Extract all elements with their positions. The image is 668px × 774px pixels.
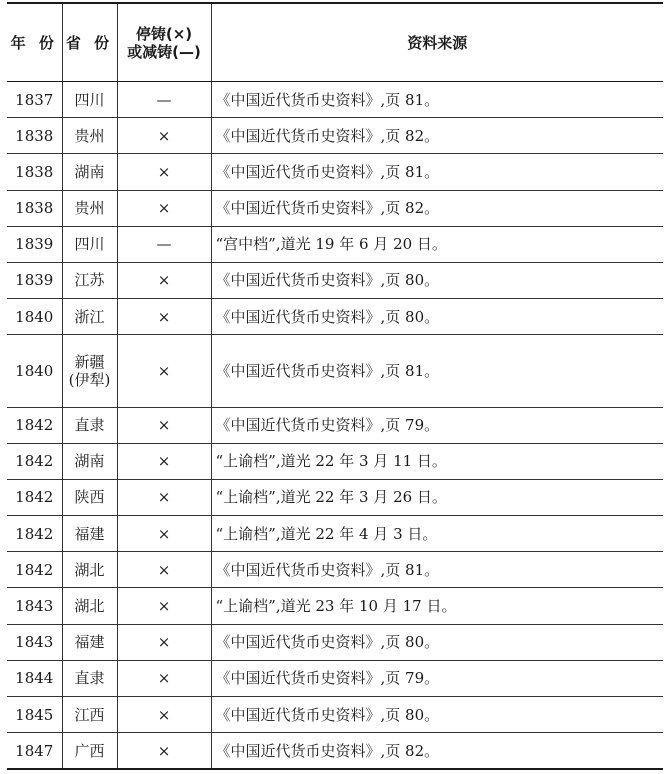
status-cell: × [117,660,211,696]
source-cell: 《中国近代货币史资料》,页 80。 [211,624,663,660]
status-cell: × [117,335,211,407]
province-cell: 湖北 [62,552,117,588]
table-row [7,443,663,479]
province-cell: 贵州 [62,190,117,226]
table-row [7,696,663,732]
year-cell: 1837 [7,82,62,118]
province-note: (伊犁) [68,370,111,389]
status-cell: × [117,624,211,660]
year-cell: 1838 [7,190,62,226]
source-cell: 《中国近代货币史资料》,页 81。 [211,552,663,588]
province-cell: 湖南 [62,443,117,479]
table-row [7,588,663,624]
province-name: 新疆 [74,352,105,371]
year-cell: 1843 [7,588,62,624]
table-row [7,479,663,515]
year-cell: 1839 [7,262,62,298]
table-row [7,660,663,696]
status-header-line2: 或减铸(—) [127,42,201,61]
status-cell: — [117,82,211,118]
source-cell: “上谕档”,道光 22 年 4 月 3 日。 [211,516,663,552]
source-cell: 《中国近代货币史资料》,页 81。 [211,82,663,118]
status-cell: × [117,299,211,335]
source-cell: 《中国近代货币史资料》,页 81。 [211,335,663,407]
year-cell: 1845 [7,696,62,732]
year-cell: 1844 [7,660,62,696]
table-row [7,552,663,588]
province-header: 省 份 [62,3,117,82]
table-row [7,82,663,118]
source-header: 资料来源 [211,3,663,82]
province-cell: 四川 [62,82,117,118]
year-cell: 1843 [7,624,62,660]
source-cell: 《中国近代货币史资料》,页 80。 [211,262,663,298]
source-cell: “上谕档”,道光 22 年 3 月 11 日。 [211,443,663,479]
source-cell: 《中国近代货币史资料》,页 80。 [211,299,663,335]
province-cell: 湖南 [62,154,117,190]
province-cell: 湖北 [62,588,117,624]
table-body [7,82,663,770]
header-row [7,3,663,82]
status-cell: × [117,154,211,190]
province-cell: 陕西 [62,479,117,515]
table-row [7,262,663,298]
status-cell: × [117,443,211,479]
province-cell: 福建 [62,624,117,660]
table-row [7,118,663,154]
province-cell: 四川 [62,226,117,262]
table-row [7,733,663,769]
year-cell: 1839 [7,226,62,262]
year-cell: 1838 [7,154,62,190]
province-cell: 浙江 [62,299,117,335]
source-cell: “上谕档”,道光 22 年 3 月 26 日。 [211,479,663,515]
year-header: 年 份 [7,3,62,82]
source-cell: 《中国近代货币史资料》,页 79。 [211,407,663,443]
province-cell: 福建 [62,516,117,552]
source-cell: 《中国近代货币史资料》,页 80。 [211,696,663,732]
year-cell: 1842 [7,443,62,479]
year-cell: 1842 [7,407,62,443]
year-cell: 1842 [7,552,62,588]
province-cell: 贵州 [62,118,117,154]
province-cell: 直隶 [62,407,117,443]
source-cell: “上谕档”,道光 23 年 10 月 17 日。 [211,588,663,624]
table-row [7,154,663,190]
status-cell: × [117,516,211,552]
table-row [7,226,663,262]
year-cell: 1840 [7,299,62,335]
source-cell: 《中国近代货币史资料》,页 82。 [211,733,663,769]
status-cell: × [117,190,211,226]
status-cell: × [117,696,211,732]
source-cell: 《中国近代货币史资料》,页 82。 [211,118,663,154]
status-cell: × [117,407,211,443]
status-cell: — [117,226,211,262]
table-row [7,624,663,660]
year-cell: 1838 [7,118,62,154]
status-cell: × [117,262,211,298]
table-header [7,3,663,82]
year-cell: 1847 [7,733,62,769]
source-cell: “宫中档”,道光 19 年 6 月 20 日。 [211,226,663,262]
province-cell: 直隶 [62,660,117,696]
province-cell: 广西 [62,733,117,769]
source-cell: 《中国近代货币史资料》,页 79。 [211,660,663,696]
table-row [7,516,663,552]
year-cell: 1840 [7,335,62,407]
table-row [7,407,663,443]
table-row [7,190,663,226]
status-cell: × [117,118,211,154]
status-cell: × [117,733,211,769]
province-cell: 江西 [62,696,117,732]
year-cell: 1842 [7,516,62,552]
year-cell: 1842 [7,479,62,515]
table-row [7,299,663,335]
coinage-table [7,2,663,770]
status-header-line1: 停铸(×) [135,24,193,43]
province-cell [62,335,117,407]
source-cell: 《中国近代货币史资料》,页 82。 [211,190,663,226]
province-cell: 江苏 [62,262,117,298]
source-cell: 《中国近代货币史资料》,页 81。 [211,154,663,190]
status-header [117,3,211,82]
status-cell: × [117,479,211,515]
table-row [7,335,663,407]
status-cell: × [117,552,211,588]
status-cell: × [117,588,211,624]
